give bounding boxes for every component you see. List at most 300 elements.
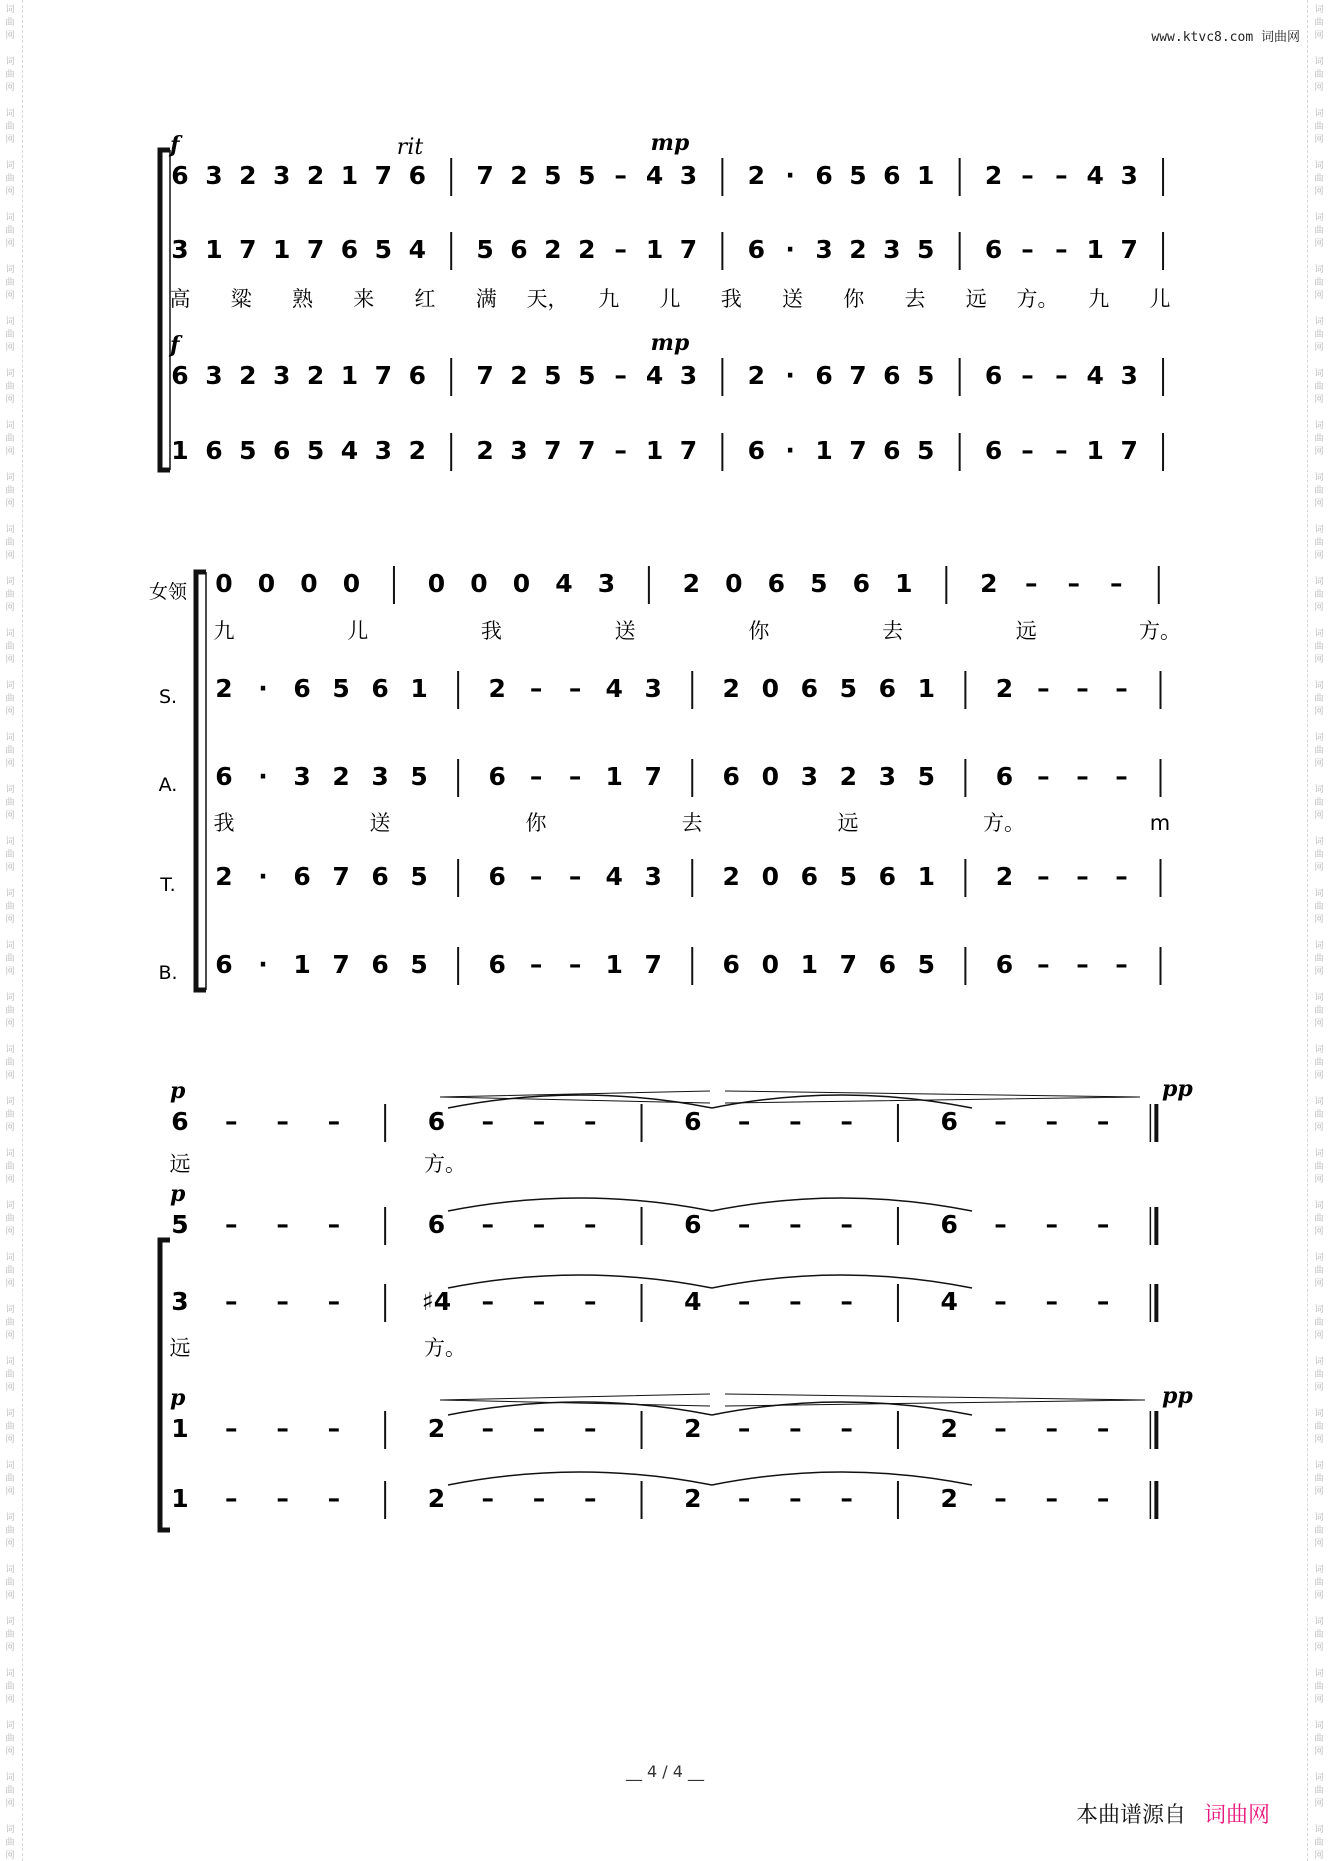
watermark-glyph: 词 [5,1461,15,1471]
watermark-glyph: 词 [5,369,15,379]
dash-note: – [276,1414,289,1443]
lyric-syllable: 粱 [230,287,252,311]
lyric-syllable: 远 [965,287,987,311]
watermark-glyph: 词 [1314,57,1324,67]
jianpu-note: 3 [272,361,291,390]
jianpu-note: 5 [917,436,935,465]
jianpu-note: 2 [722,674,740,703]
jianpu-note: 6 [984,361,1003,390]
jianpu-note: 5 [544,361,562,390]
dash-note: – [994,1287,1007,1316]
jianpu-note: 3 [1120,361,1138,390]
watermark-glyph: 曲 [1314,1682,1324,1692]
watermark-glyph: 词 [1314,109,1324,119]
jianpu-note: 6 [995,762,1014,791]
watermark-glyph: 曲 [5,1370,15,1380]
jianpu-note: 6 [488,950,506,979]
jianpu-note: 6 [408,161,426,190]
watermark-glyph: 词 [5,473,15,483]
dash-note: – [481,1484,494,1513]
dash-note: – [327,1414,341,1443]
watermark-glyph: 曲 [1314,1006,1324,1016]
watermark-glyph: 曲 [5,642,15,652]
watermark-glyph: 词 [5,161,15,171]
watermark-glyph: 词 [5,889,15,899]
jianpu-note: 1 [171,436,189,465]
dash-note: – [789,1210,802,1239]
jianpu-note: 2 [476,436,494,465]
watermark-glyph: 网 [5,1123,15,1133]
watermark-glyph: 词 [5,421,15,431]
watermark-glyph: 网 [1314,551,1324,561]
jianpu-note: 0 [300,569,318,598]
watermark-glyph: 曲 [1314,1058,1324,1068]
watermark-glyph: 网 [1314,1123,1324,1133]
dash-note: – [737,1414,751,1443]
lyric-syllable: 九 [598,287,620,311]
watermark-glyph: 词 [1314,369,1324,379]
jianpu-note: 6 [940,1107,958,1136]
watermark-glyph: 词 [5,1357,15,1367]
jianpu-note: 1 [645,436,664,465]
dash-note: – [584,1414,597,1443]
source-brand[interactable]: 词曲网 [1203,1803,1270,1828]
watermark-glyph: 曲 [5,174,15,184]
dash-note: – [1055,361,1068,390]
jianpu-note: 1 [917,161,935,190]
watermark-glyph: 曲 [1314,1526,1324,1536]
jianpu-note: 3 [679,161,698,190]
watermark-glyph: 词 [5,1305,15,1315]
jianpu-note: · [258,862,268,891]
jianpu-note: 6 [767,569,786,598]
watermark-glyph: 曲 [1314,1110,1324,1120]
jianpu-note: 3 [171,1287,189,1316]
watermark-glyph: 曲 [5,278,15,288]
system-bracket [160,150,170,470]
dash-note: – [327,1287,341,1316]
dash-note: – [225,1484,238,1513]
watermark-glyph: 网 [1314,447,1324,457]
lyric-syllable: 满 [475,287,497,311]
watermark-glyph: 曲 [5,1734,15,1744]
watermark-glyph: 网 [1314,239,1324,249]
jianpu-note: 4 [605,862,623,891]
jianpu-note: 4 [645,161,664,190]
watermark-glyph: 网 [5,1799,15,1809]
dash-note: – [568,950,582,979]
watermark-glyph: 网 [1314,655,1324,665]
jianpu-note: 5 [171,1210,189,1239]
watermark-glyph: 曲 [5,850,15,860]
jianpu-note: 5 [917,361,935,390]
watermark-glyph: 网 [5,707,15,717]
watermark-glyph: 曲 [1314,694,1324,704]
jianpu-note: 2 [427,1484,446,1513]
jianpu-note: 2 [722,862,740,891]
jianpu-note: 3 [644,674,662,703]
jianpu-note: 0 [761,862,779,891]
watermark-glyph: 词 [5,57,15,67]
watermark-glyph: 曲 [5,226,15,236]
jianpu-note: 1 [171,1484,189,1513]
dash-note: – [1045,1107,1059,1136]
jianpu-note: 2 [215,862,233,891]
dash-note: – [532,1210,546,1239]
jianpu-note: 7 [849,361,867,390]
jianpu-note: 3 [597,569,616,598]
jianpu-note: 6 [488,862,506,891]
dynamic-marking: p [170,1181,186,1207]
jianpu-note: 4 [645,361,664,390]
jianpu-note: 4 [408,235,426,264]
lyric-syllable: 送 [614,619,636,643]
lyric-syllable: 红 [414,287,436,311]
watermark-glyph: 网 [5,1643,15,1653]
watermark-glyph: 词 [5,1409,15,1419]
jianpu-note: 6 [205,436,223,465]
jianpu-note: 1 [605,950,623,979]
jianpu-note: 0 [470,569,488,598]
jianpu-note: 6 [878,950,897,979]
watermark-glyph: 曲 [1314,70,1324,80]
watermark-glyph: 网 [1314,1799,1324,1809]
jianpu-note: 3 [205,361,223,390]
jianpu-note: 7 [374,161,393,190]
lyric-syllable: 去 [904,287,926,311]
lyric-syllable: 儿 [347,619,369,643]
watermark-glyph: 网 [1314,187,1324,197]
jianpu-note: 2 [215,674,233,703]
jianpu-note: · [785,436,795,465]
jianpu-note: 1 [272,235,291,264]
watermark-glyph: 网 [1314,395,1324,405]
dash-note: – [1055,161,1068,190]
lyric-syllable: 儿 [1149,287,1171,311]
watermark-glyph: 网 [1314,1487,1324,1497]
watermark-glyph: 网 [5,915,15,925]
watermark-glyph: 网 [5,83,15,93]
dash-note: – [1115,950,1128,979]
watermark-glyph: 词 [1314,1825,1324,1835]
jianpu-note: 7 [679,235,698,264]
watermark-glyph: 曲 [5,1110,15,1120]
source-credit[interactable] [1076,1798,1270,1829]
watermark-glyph: 词 [1314,1461,1324,1471]
jianpu-note: · [785,235,795,264]
watermark-glyph: 网 [5,291,15,301]
jianpu-note: 7 [679,436,698,465]
watermark-glyph: 网 [1314,1591,1324,1601]
watermark-glyph: 词 [1314,1045,1324,1055]
dash-note: – [614,235,627,264]
site-url[interactable]: www.ktvc8.com [1151,30,1254,45]
watermark-glyph: 词 [5,265,15,275]
jianpu-note: 2 [488,674,506,703]
jianpu-note: 6 [878,674,897,703]
watermark-glyph: 曲 [5,1474,15,1484]
jianpu-note: 6 [272,436,291,465]
jianpu-note: 6 [293,862,311,891]
jianpu-note: 1 [917,862,936,891]
lyric-syllable: 来 [353,287,375,311]
watermark-glyph: 词 [1314,161,1324,171]
watermark-glyph: 网 [1314,1851,1324,1861]
dash-note: – [225,1414,238,1443]
jianpu-note: 6 [722,762,740,791]
lyric-syllable: 远 [169,1336,191,1360]
watermark-glyph: 网 [5,863,15,873]
jianpu-note: 4 [1086,161,1104,190]
jianpu-note: 0 [257,569,276,598]
watermark-glyph: 曲 [1314,1838,1324,1848]
watermark-glyph: 网 [1314,1331,1324,1341]
jianpu-note: 5 [917,235,935,264]
jianpu-note: 7 [849,436,867,465]
watermark-glyph: 词 [1314,1669,1324,1679]
dash-note: – [1045,1484,1059,1513]
jianpu-note: 5 [810,569,828,598]
watermark-glyph: 词 [5,1513,15,1523]
watermark-glyph: 曲 [5,694,15,704]
jianpu-note: 6 [371,674,389,703]
dash-note: – [225,1107,238,1136]
dash-note: – [1055,235,1068,264]
dash-note: – [994,1210,1007,1239]
watermark-glyph: 曲 [5,746,15,756]
jianpu-note: 7 [644,950,662,979]
jianpu-note: 7 [1120,235,1138,264]
watermark-glyph: 曲 [5,1630,15,1640]
lyric-syllable: m [1149,811,1171,835]
jianpu-note: 2 [984,161,1003,190]
watermark-glyph: 网 [5,447,15,457]
jianpu-note: 7 [332,950,350,979]
watermark-glyph: 曲 [1314,1370,1324,1380]
watermark-glyph: 词 [1314,629,1324,639]
watermark-glyph: 网 [5,1019,15,1029]
jianpu-note: 2 [544,235,562,264]
jianpu-note: 1 [171,1414,189,1443]
jianpu-note: 6 [171,361,189,390]
jianpu-note: 4 [1086,361,1104,390]
page-number: __ 4 / 4 __ [625,1762,705,1781]
watermark-glyph: 网 [5,551,15,561]
dash-note: – [1076,862,1089,891]
jianpu-note: 2 [995,674,1014,703]
jianpu-note: 6 [371,862,389,891]
watermark-glyph: 词 [5,109,15,119]
watermark-glyph: 词 [5,1201,15,1211]
watermark-glyph: 网 [5,1279,15,1289]
jianpu-note: 2 [239,361,257,390]
watermark-glyph: 网 [1314,759,1324,769]
watermark-glyph: 词 [1314,1773,1324,1783]
watermark-glyph: 词 [1314,1253,1324,1263]
dash-note: – [1055,436,1068,465]
watermark-glyph: 网 [5,1747,15,1757]
dash-note: – [276,1107,289,1136]
jianpu-note: 6 [215,950,233,979]
voice-label: T. [160,874,176,896]
jianpu-note: 3 [883,235,901,264]
dash-note: – [1076,950,1089,979]
watermark-glyph: 网 [1314,811,1324,821]
jianpu-note: · [258,950,268,979]
jianpu-note: 5 [476,235,494,264]
jianpu-note: 2 [747,161,765,190]
jianpu-note: 6 [883,361,901,390]
watermark-glyph: 网 [1314,1747,1324,1757]
dash-note: – [584,1287,597,1316]
jianpu-note: 5 [332,674,350,703]
dash-note: – [1115,762,1128,791]
watermark-glyph: 网 [1314,967,1324,977]
dynamic-marking: f [170,332,180,358]
watermark-glyph: 词 [1314,265,1324,275]
watermark-glyph: 词 [5,941,15,951]
jianpu-note: 3 [644,862,662,891]
dash-note: – [568,674,582,703]
watermark-glyph: 网 [1314,1695,1324,1705]
jianpu-note: 7 [332,862,350,891]
dash-note: – [584,1210,597,1239]
jianpu-note: 7 [1120,436,1138,465]
jianpu-note: 0 [215,569,233,598]
watermark-glyph: 曲 [1314,122,1324,132]
jianpu-note: 5 [839,862,858,891]
watermark-glyph: 网 [1314,1279,1324,1289]
dash-note: – [1021,436,1034,465]
watermark-glyph: 网 [5,395,15,405]
lyric-syllable: 远 [837,811,859,835]
system-bracket [160,1240,170,1530]
dash-note: – [529,762,543,791]
watermark-glyph: 网 [1314,1643,1324,1653]
jianpu-note: 6 [940,1210,958,1239]
jianpu-note: 4 [940,1287,958,1316]
jianpu-note: 3 [878,762,897,791]
dash-note: – [1076,674,1089,703]
watermark-glyph: 曲 [5,122,15,132]
jianpu-note: 6 [747,436,765,465]
jianpu-note: 6 [852,569,871,598]
watermark-glyph: 词 [1314,213,1324,223]
dash-note: – [840,1287,853,1316]
dynamic-marking: f [170,132,180,158]
dash-note: – [481,1107,494,1136]
watermark-glyph: 词 [1314,577,1324,587]
lyric-syllable: 你 [843,287,865,311]
watermark-glyph: 词 [1314,5,1324,15]
watermark-glyph: 曲 [1314,434,1324,444]
jianpu-note: 7 [239,235,257,264]
watermark-glyph: 曲 [5,954,15,964]
watermark-glyph: 词 [5,1669,15,1679]
watermark-glyph: 曲 [1314,1734,1324,1744]
jianpu-note: 2 [980,569,998,598]
watermark-glyph: 曲 [5,70,15,80]
jianpu-note: 6 [815,161,833,190]
jianpu-note: 2 [747,361,765,390]
jianpu-note: 6 [340,235,359,264]
watermark-glyph: 曲 [1314,850,1324,860]
site-name[interactable]: 词曲网 [1260,30,1300,45]
lyric-syllable: 我 [213,811,235,835]
watermark-glyph: 网 [1314,1435,1324,1445]
lyric-syllable: 儿 [659,287,681,311]
dash-note: – [1021,361,1034,390]
watermark-glyph: 网 [1314,863,1324,873]
jianpu-note: 6 [800,862,819,891]
watermark-glyph: 词 [1314,1357,1324,1367]
dash-note: – [1037,762,1050,791]
dash-note: – [1037,862,1050,891]
watermark-glyph: 词 [5,733,15,743]
watermark-glyph: 曲 [5,538,15,548]
watermark-glyph: 网 [5,1851,15,1861]
jianpu-note: 7 [578,436,596,465]
dash-note: – [789,1287,802,1316]
lyric-syllable: 方。 [424,1152,466,1176]
watermark-glyph: 曲 [5,1786,15,1796]
jianpu-note: 6 [984,235,1003,264]
watermark-glyph: 网 [1314,1071,1324,1081]
watermark-glyph: 曲 [1314,798,1324,808]
watermark-glyph: 词 [1314,785,1324,795]
watermark-glyph: 词 [1314,525,1324,535]
jianpu-note: · [785,161,795,190]
dash-note: – [225,1210,238,1239]
watermark-glyph: 网 [5,1331,15,1341]
watermark-glyph: 词 [5,1149,15,1159]
jianpu-note: 2 [849,235,867,264]
jianpu-note: 5 [849,161,867,190]
dash-note: – [327,1107,341,1136]
jianpu-note: 5 [917,762,936,791]
watermark-glyph: 曲 [5,1578,15,1588]
lyric-syllable: 送 [782,287,803,311]
jianpu-note: 5 [578,161,596,190]
jianpu-note: 0 [761,950,779,979]
jianpu-note: 5 [306,436,325,465]
jianpu-note: 1 [815,436,833,465]
jianpu-note: 2 [510,361,528,390]
watermark-glyph: 词 [5,1565,15,1575]
watermark-glyph: 曲 [5,798,15,808]
dash-note: – [1096,1414,1110,1443]
dash-note: – [1096,1287,1110,1316]
watermark-glyph: 曲 [5,1318,15,1328]
lyric-syllable: 去 [681,811,703,835]
dash-note: – [584,1107,597,1136]
watermark-glyph: 网 [5,967,15,977]
jianpu-note: 7 [374,361,393,390]
watermark-glyph: 曲 [1314,330,1324,340]
watermark-glyph: 网 [5,499,15,509]
lyric-syllable: 方。 [1139,619,1181,643]
dash-note: – [1067,569,1081,598]
watermark-glyph: 曲 [1314,1318,1324,1328]
jianpu-note: · [258,762,268,791]
voice-label: 女领 [148,581,188,603]
jianpu-note: 6 [171,1107,189,1136]
lyric-syllable: 送 [369,811,391,835]
jianpu-note: 6 [883,161,901,190]
watermark-glyph: 网 [5,1539,15,1549]
watermark-glyph: 网 [1314,707,1324,717]
watermark-glyph: 曲 [1314,954,1324,964]
